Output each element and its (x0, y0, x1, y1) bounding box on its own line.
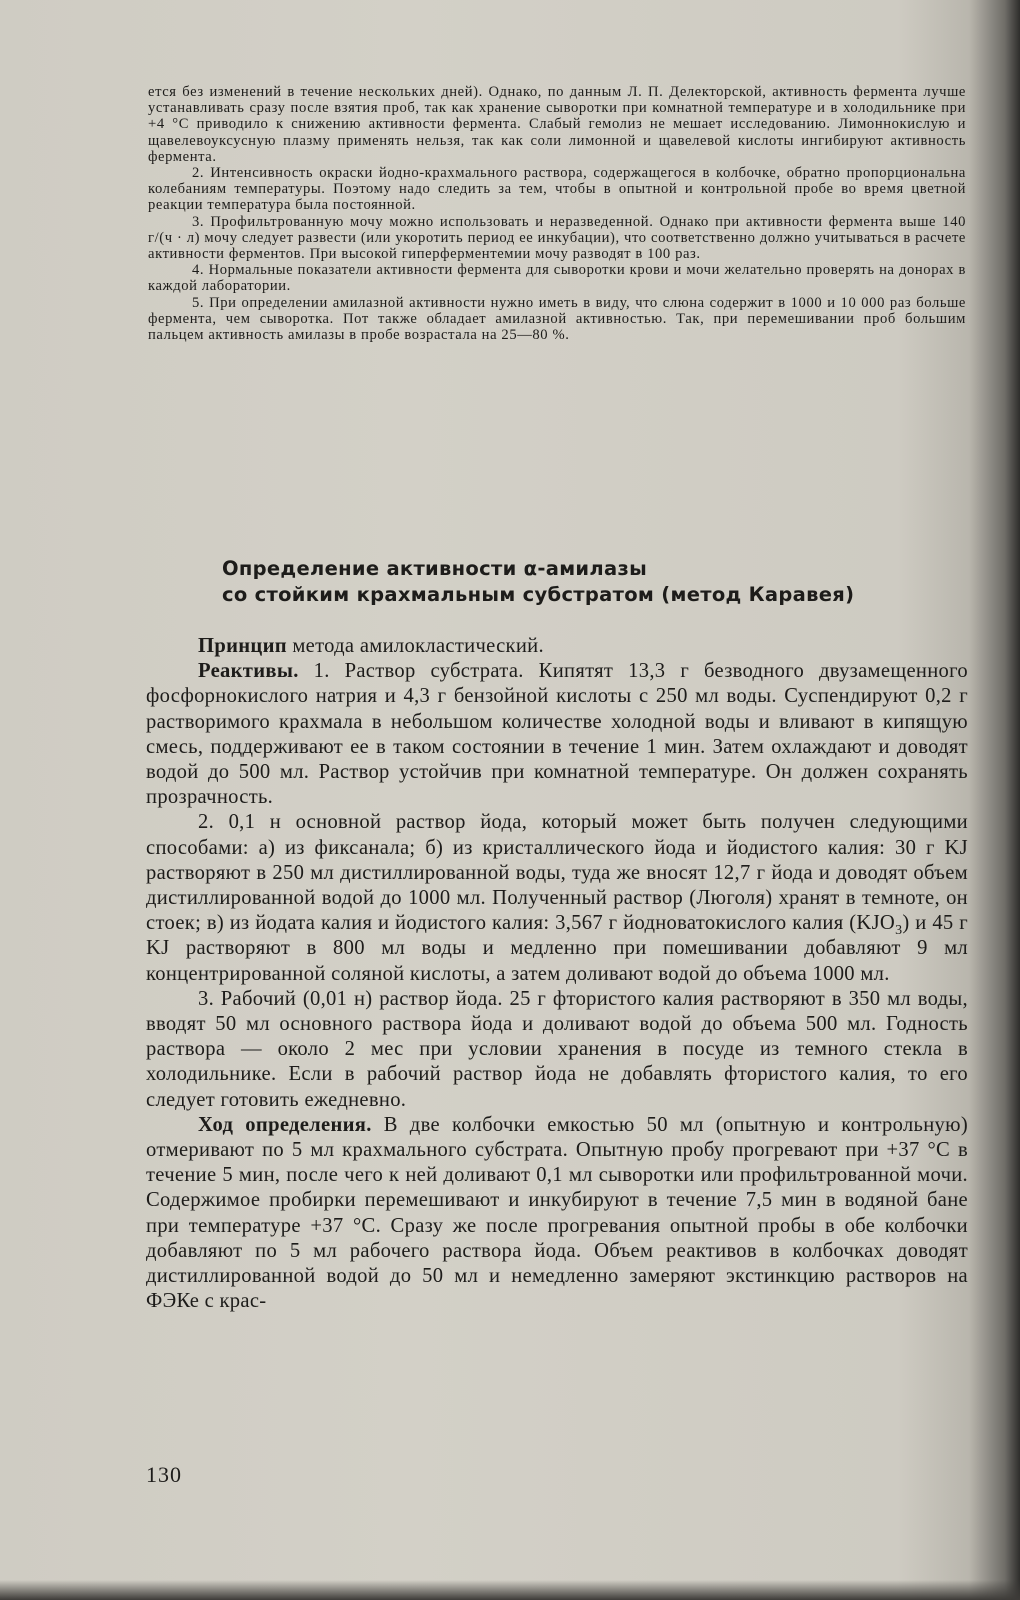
notes-block (148, 84, 966, 343)
working-solution-paragraph: 3. Рабочий (0,01 н) раствор йода. 25 г фтористого калия растворяют в 350 мл воды, вводят 50 мл основного раствора йода и доливают водой до объема 500 мл. Годность раствора — около 2 мес при условии хранения в посуде из темного стекла в холодильнике. Если в рабочий раствор йода не добавлять фтористого калия, то его следует готовить ежедневно. (146, 987, 968, 1111)
procedure-label: Ход определения. (198, 1113, 372, 1136)
procedure-text: В две колбочки емкостью 50 мл (опытную и контрольную) отмеривают по 5 мл крахмального субстрата. Опытную пробу прогревают при +37 °С в течение 5 мин, после чего к ней доливают 0,1 мл сыворотки или профильтрованной мочи. Содержимое пробирки перемешивают и инкубируют в течение 7,5 мин в водяной бане при температуре +37 °С. Сразу же после прогревания опытной пробы в обе колбочки добавляют по 5 мл рабочего раствора йода. Объем реактивов в колбочках доводят дистиллированной водой до 50 мл и немедленно замеряют экстинкцию растворов на ФЭКе с крас- (146, 1113, 968, 1313)
main-text (146, 634, 968, 1314)
procedure-paragraph (146, 1113, 968, 1315)
reagents-label: Реактивы. (198, 660, 299, 683)
scan-bottom-edge (0, 1580, 1020, 1600)
iodine-stock-paragraph (146, 810, 968, 986)
iodine-stock-text-a: 2. 0,1 н основной раствор йода, который может быть получен следующими способами: а) из фиксанала; б) из кристаллического йода и йодистого калия: 30 г KJ растворяют в 250 мл дистиллированной воды, туда же вносят 12,7 г йода и доводят объем дистиллированной водой до 1000 мл. Полученный раствор (Люголя) хранят в темноте, он стоек; в) из йодата калия и йодистого калия: 3,567 г йодноватокислого калия (KJO (146, 811, 968, 935)
section-heading-line-1: Определение активности α-амилазы (222, 557, 648, 580)
section-heading-line-2: со стойким крахмальным субстратом (метод Каравея) (222, 583, 855, 606)
iodine-stock-text-b: ) и 45 г KJ растворяют в 800 мл воды и медленно при помешивании добавляют 9 мл концентрированной соляной кислоты, а затем доливают водой до объема 1000 мл. (146, 912, 968, 985)
reagents-paragraph (146, 659, 968, 810)
page-number: 130 (146, 1462, 182, 1487)
section-heading (222, 556, 922, 608)
principle-paragraph (146, 634, 968, 659)
iodine-formula-subscript: 3 (895, 923, 903, 939)
note-paragraph-4: 4. Нормальные показатели активности фермента для сыворотки крови и мочи желательно проверять на донорах в каждой лаборатории. (148, 262, 966, 295)
reagents-text: 1. Раствор субстрата. Кипятят 13,3 г безводного двузамещенного фосфорнокислого натрия и 4,3 г бензойной кислоты с 250 мл воды. Суспендируют 0,2 г растворимого крахмала в небольшом количестве холодной воды и вливают в кипящую смесь, поддерживают ее в таком состоянии в течение 1 мин. Затем охлаждают и доводят водой до 500 мл. Раствор устойчив при комнатной температуре. Он должен сохранять прозрачность. (146, 660, 968, 809)
note-paragraph-3: 3. Профильтрованную мочу можно использовать и неразведенной. Однако при активности фермента выше 140 г/(ч · л) мочу следует развести (или укоротить период ее инкубации), что соответственно должно учитываться в расчете активности ферментов. При высокой гиперферментемии мочу разводят в 100 раз. (148, 213, 966, 263)
note-paragraph-5: 5. При определении амилазной активности нужно иметь в виду, что слюна содержит в 1000 и 10 000 раз больше фермента, чем сыворотка. Пот также обладает амилазной активностью. Так, при перемешивании проб большим пальцем активность амилазы в пробе возрастала на 25—80 %. (148, 294, 966, 344)
note-paragraph-2: 2. Интенсивность окраски йодно-крахмального раствора, содержащегося в колбочке, обратно пропорциональна колебаниям температуры. Поэтому надо следить за тем, чтобы в опытной и контрольной пробе во время цветной реакции температура была постоянной. (148, 165, 966, 214)
principle-label: Принцип (198, 635, 287, 657)
principle-text: метода амилокластический. (286, 635, 544, 657)
note-paragraph-continued: ется без изменений в течение нескольких дней). Однако, по данным Л. П. Делекторской, активность фермента лучше устанавливать сразу после взятия проб, так как хранение сыворотки при комнатной температуре и в холодильнике при +4 °С приводило к снижению активности фермента. Слабый гемолиз не мешает исследованию. Лимоннокислую и щавелевоуксусную плазму применять нельзя, так как соли лимонной и щавелевой кислоты ингибируют активность фермента. (148, 84, 966, 165)
